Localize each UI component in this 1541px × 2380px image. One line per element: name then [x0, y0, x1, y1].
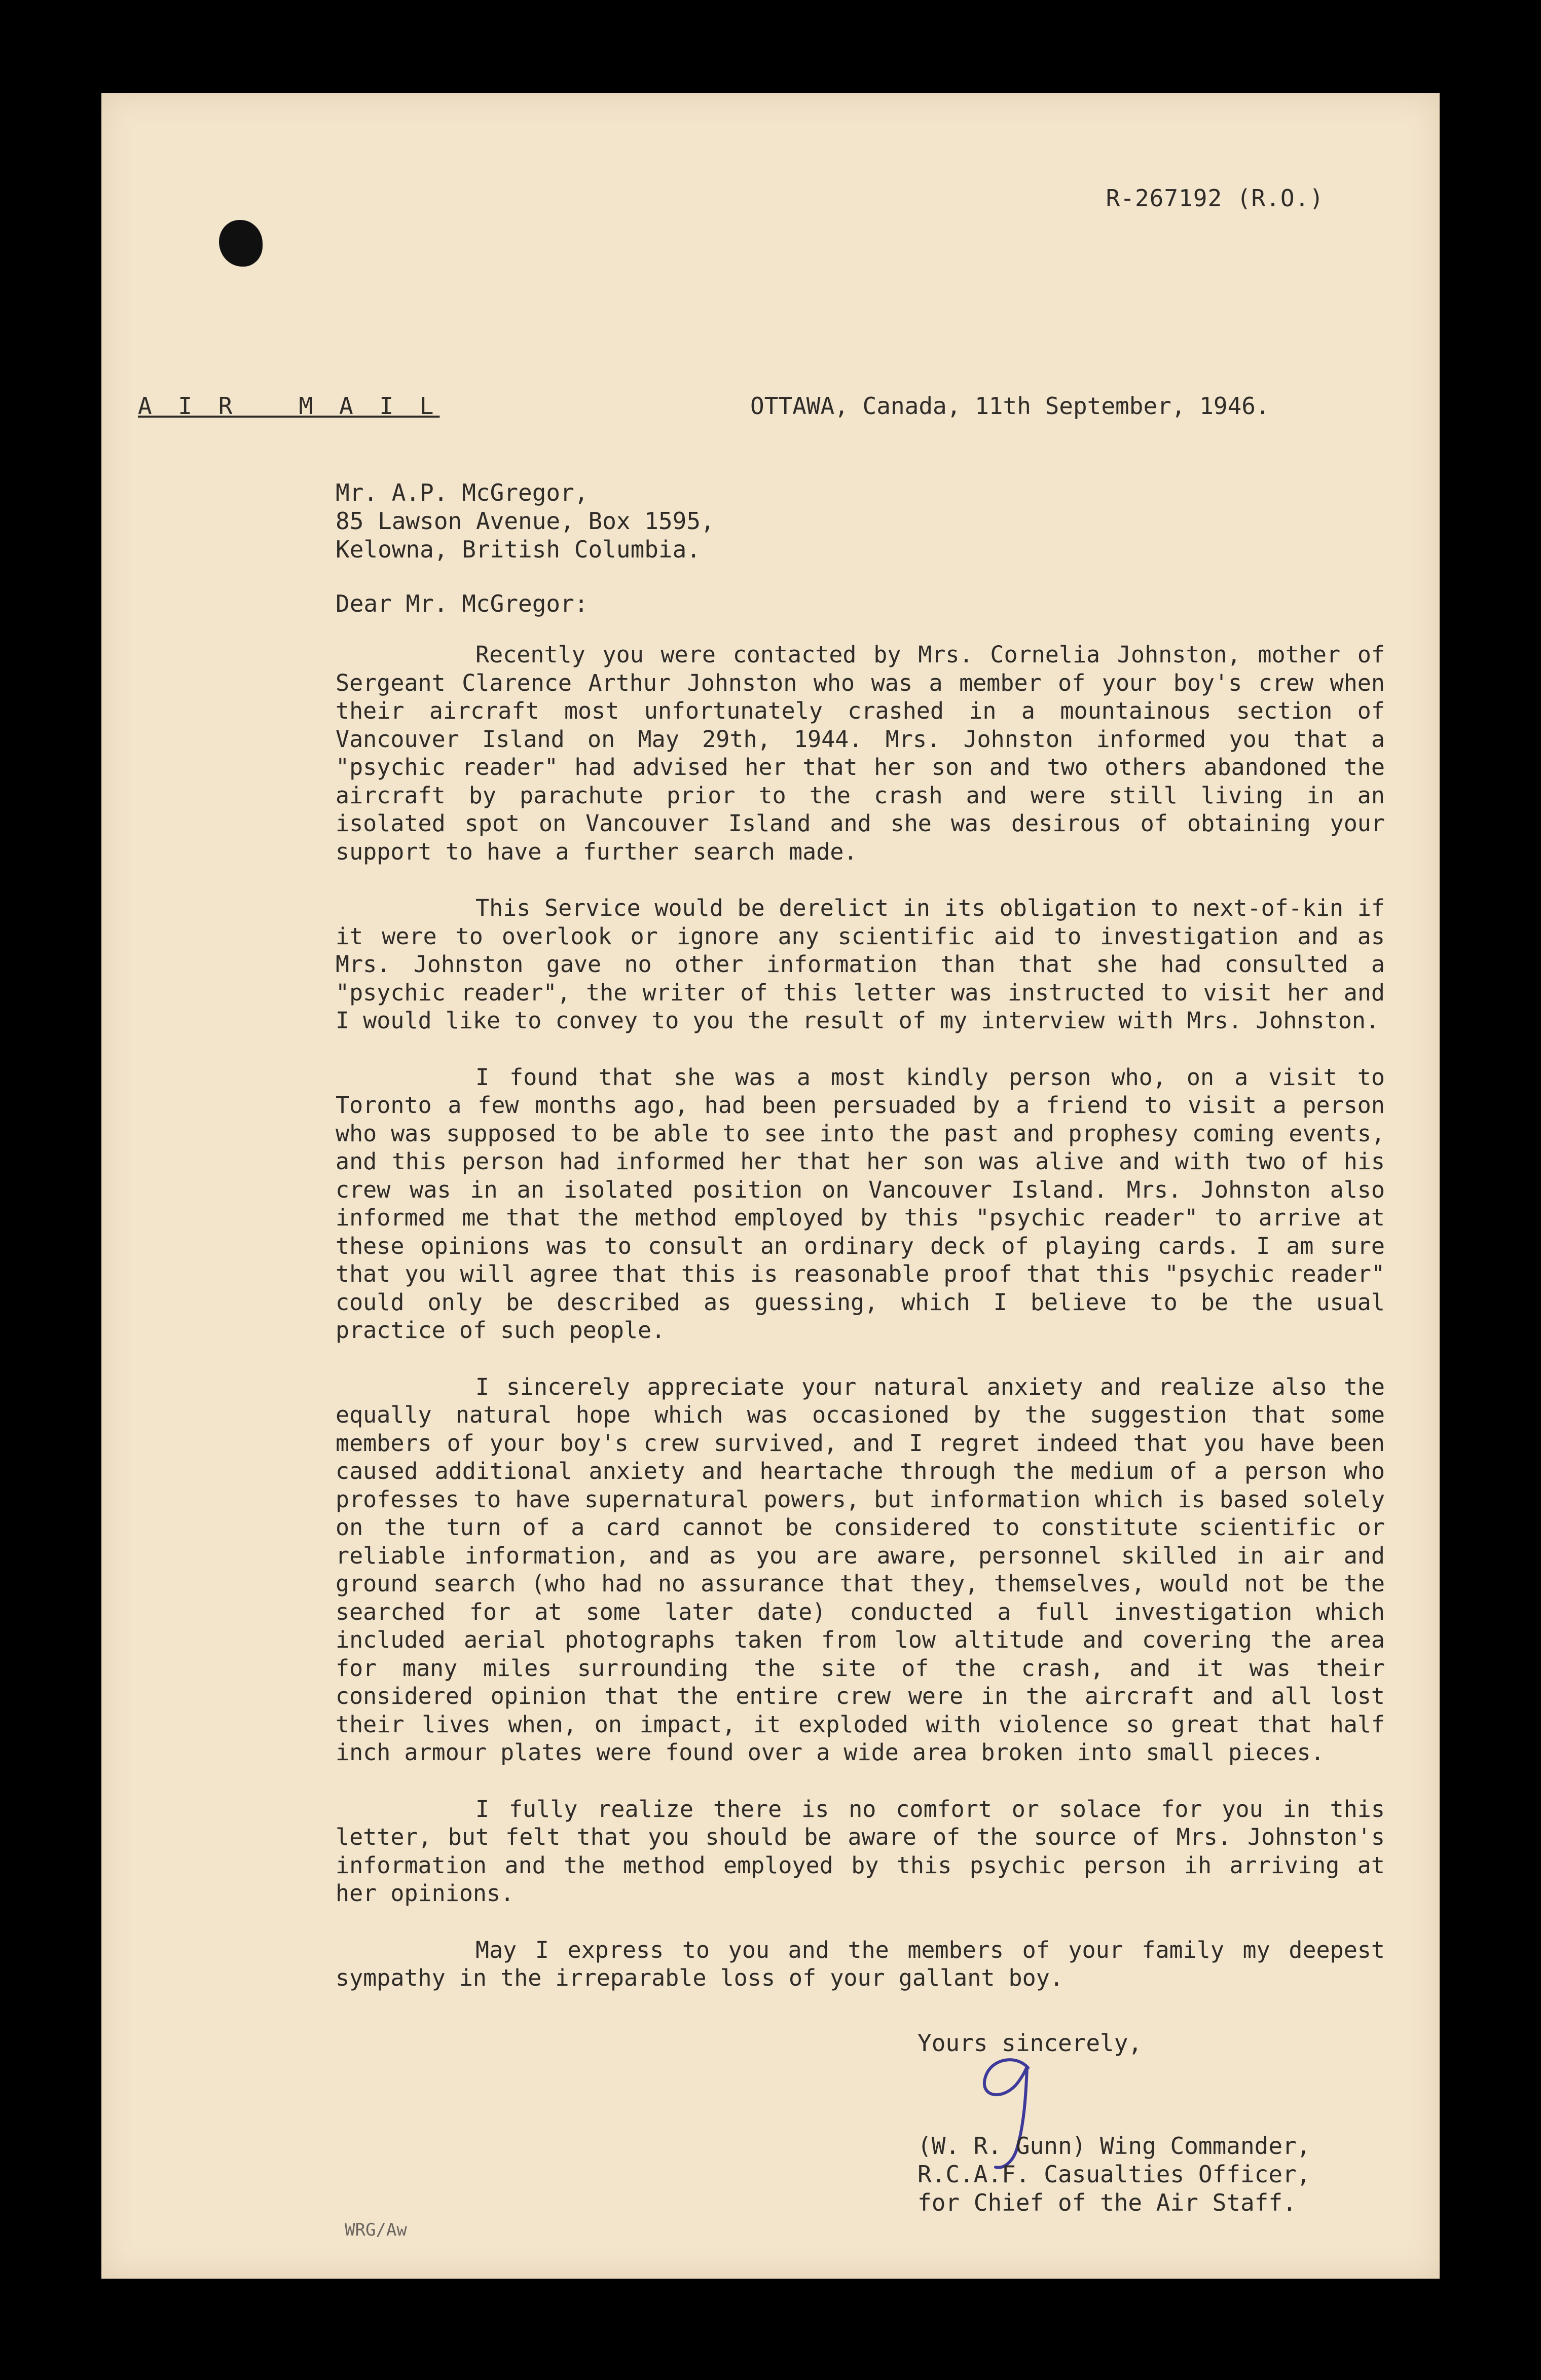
paragraph: Recently you were contacted by Mrs. Cornelia Johnston, mother of Sergeant Clarence Arthur Johnston who was a member of your boy's crew when their aircraft most unfortunately crashed in a mountainous section of Vancouver Island on May 29th, 1944. Mrs. Johnston informed you that a "psychic reader" had advised her that her son and two others abandoned the aircraft by parachute prior to the crash and were still living in an isolated spot on Vancouver Island and she was desirous of obtaining your support to have a further search made.: [336, 641, 1385, 865]
paragraph: I sincerely appreciate your natural anxiety and realize also the equally natural hope which was occasioned by the suggestion that some members of your boy's crew survived, and I regret indeed that you have been caused additional anxiety and heartache through the medium of a person who professes to have supernatural powers, but information which is based solely on the turn of a card cannot be considered to constitute scientific or reliable information, and as you are aware, personnel skilled in air and ground search (who had no assurance that they, themselves, would not be the searched for at some later date) conducted a full investigation which included aerial photographs taken from low altitude and covering the area for many miles surrounding the site of the crash, and it was their considered opinion that the entire crew were in the aircraft and all lost their lives when, on impact, it exploded with violence so great that half inch armour plates were found over a wide area broken into small pieces.: [336, 1373, 1385, 1766]
address-line: 85 Lawson Avenue, Box 1595,: [336, 507, 715, 535]
reference-number: R-267192 (R.O.): [1106, 184, 1324, 212]
salutation: Dear Mr. McGregor:: [336, 590, 589, 617]
recipient-address: [336, 478, 715, 564]
typist-initials: WRG/Aw: [345, 2220, 407, 2240]
paragraph: I fully realize there is no comfort or solace for you in this letter, but felt that you should be aware of the source of Mrs. Johnston's information and the method employed by this psychic person ih arriving at her opinions.: [336, 1795, 1385, 1907]
dateline: OTTAWA, Canada, 11th September, 1946.: [750, 392, 1270, 420]
punch-hole: [219, 220, 263, 267]
address-line: Mr. A.P. McGregor,: [336, 479, 589, 506]
signature-line: (W. R. Gunn) Wing Commander,: [918, 2132, 1311, 2160]
paragraph: This Service would be derelict in its obligation to next-of-kin if it were to overlook or ignore any scientific aid to investigation and as Mrs. Johnston gave no other information than that she had consulted a "psychic reader", the writer of this letter was instructed to visit her and I would like to convey to you the result of my interview with Mrs. Johnston.: [336, 895, 1385, 1034]
signature-line: for Chief of the Air Staff.: [918, 2189, 1297, 2216]
closing: Yours sincerely,: [918, 2029, 1143, 2057]
signature-line: R.C.A.F. Casualties Officer,: [918, 2161, 1311, 2188]
signature-block: [918, 2132, 1310, 2217]
letter-page: [101, 93, 1440, 2279]
letter-body: [336, 641, 1385, 2021]
address-line: Kelowna, British Columbia.: [336, 536, 701, 563]
paragraph: I found that she was a most kindly person who, on a visit to Toronto a few months ago, had been persuaded by a friend to visit a person who was supposed to be able to see into the past and prophesy coming events, and this person had informed her that her son was alive and with two of his crew was in an isolated position on Vancouver Island. Mrs. Johnston also informed me that the method employed by this "psychic reader" to arrive at these opinions was to consult an ordinary deck of playing cards. I am sure that you will agree that this is reasonable proof that this "psychic reader" could only be described as guessing, which I believe to be the usual practice of such people.: [336, 1063, 1385, 1344]
air-mail-heading: A I R M A I L: [138, 392, 440, 420]
paragraph: May I express to you and the members of your family my deepest sympathy in the irreparable loss of your gallant boy.: [336, 1936, 1385, 1991]
